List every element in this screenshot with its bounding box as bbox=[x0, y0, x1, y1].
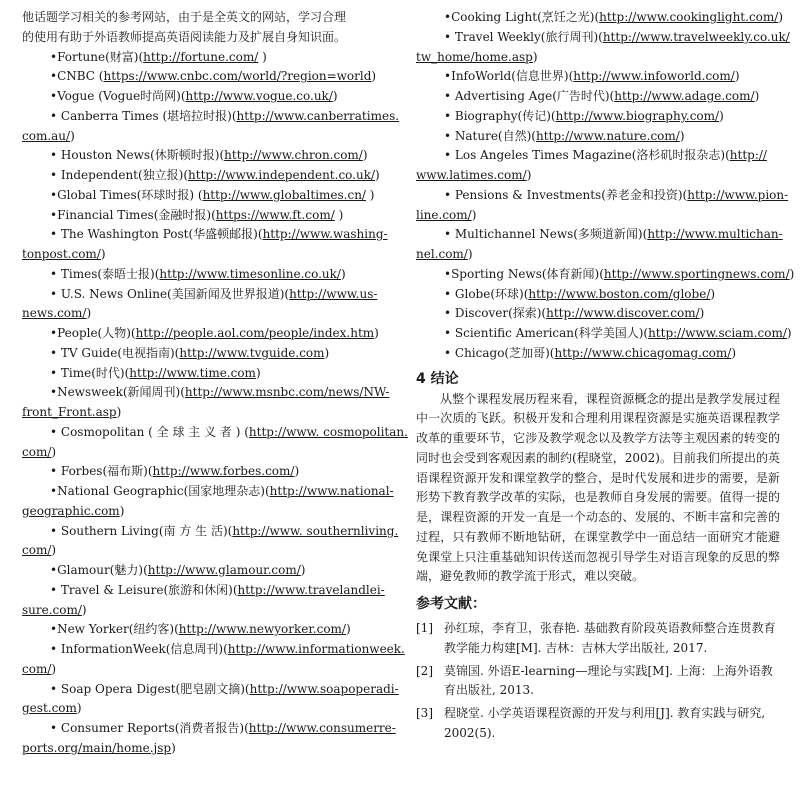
site-name: • Discover(探索)( bbox=[444, 306, 547, 321]
site-name: • Globe(环球)( bbox=[444, 286, 529, 301]
site-url-link[interactable]: gest.com bbox=[22, 701, 77, 716]
website-entry bbox=[416, 186, 789, 206]
site-url-link[interactable]: http://www.nature.com/ bbox=[535, 128, 680, 143]
site-punct: ) bbox=[51, 543, 57, 558]
site-url-link[interactable]: http://www.informationweek. bbox=[227, 642, 405, 656]
site-url-link[interactable]: http://www.soapoperadi- bbox=[249, 681, 399, 696]
site-punct: ) bbox=[119, 503, 125, 518]
reference-number: [1] bbox=[416, 621, 433, 635]
site-name: • Travel Weekly(旅行周刊)( bbox=[444, 29, 603, 44]
site-url-link[interactable]: nel.com/ bbox=[416, 247, 468, 261]
site-url-link[interactable]: http://www.us- bbox=[289, 286, 378, 301]
site-name: • Times(泰晤士报)( bbox=[50, 266, 160, 281]
site-url-link[interactable]: http://www.sportingnews.com/ bbox=[603, 266, 790, 281]
site-punct: ) bbox=[51, 444, 57, 459]
site-punct: ) bbox=[340, 266, 346, 281]
website-entry-cont bbox=[22, 601, 387, 621]
website-entry bbox=[22, 265, 387, 285]
website-entry-cont bbox=[22, 443, 387, 463]
site-punct: ) bbox=[362, 148, 368, 163]
website-entry-cont bbox=[416, 166, 780, 186]
site-name: •Vogue (Vogue时尚网)( bbox=[50, 89, 186, 103]
website-entry bbox=[22, 166, 387, 186]
site-punct: ) bbox=[467, 247, 473, 261]
site-url-link[interactable]: tonpost.com/ bbox=[22, 247, 101, 261]
site-name: •Sporting News(体育新闻)( bbox=[444, 266, 604, 281]
site-punct: ) bbox=[699, 306, 705, 321]
website-entry bbox=[22, 482, 394, 502]
site-punct: ) bbox=[374, 326, 379, 340]
site-punct: ) bbox=[81, 602, 87, 617]
site-name: • Biography(传记)( bbox=[444, 108, 556, 123]
intro-line: 的使用有助于外语教师提高英语阅读能力及扩展自身知识面。 bbox=[22, 29, 347, 44]
site-url-link[interactable]: http://www.forbes.com/ bbox=[152, 464, 295, 479]
website-list-right bbox=[416, 8, 795, 364]
website-entry bbox=[22, 680, 399, 700]
site-url-link[interactable]: http://www.sciam.com/ bbox=[648, 326, 787, 340]
site-name: • Southern Living(南 方 生 活)( bbox=[50, 523, 233, 538]
website-entry bbox=[416, 8, 783, 28]
website-entry bbox=[416, 127, 780, 147]
website-entry-cont bbox=[22, 127, 387, 147]
conclusion-paragraph: 从整个课程发展历程来看，课程资源概念的提出是教学发展过程中一次质的飞跃。积极开发和合理利用课程资源是实施英语课程教学改革的重要环节，它涉及教学观念以及教学方法等主观因素的转变的同时也会受到客观因素的制约(程晓堂，2002)。目前我们所提出的英语课程资源开发和课堂教学的整合，是时代发展和进步的需要，是新形势下教育教学改革的实际，也是教师自身发展的需要。值得一提的是，课程资源的开发一直是一个动态的、发展的、不断丰富和完善的过程，只有教师不断地钻研，在课堂教学中一面总结一面研究才能避免课堂上只注重基础知识传送而忽视引导学生对语言现象的反思的弊端，避免教师的教学流于形式，难以突破。 bbox=[416, 391, 780, 584]
site-url-link[interactable]: http://www.consumerre- bbox=[248, 721, 396, 735]
site-punct: ) bbox=[754, 89, 760, 103]
site-name: • Scientific American(科学美国人)( bbox=[444, 326, 649, 340]
website-entry bbox=[22, 67, 387, 87]
site-url-link[interactable]: http://www.pion- bbox=[687, 187, 789, 202]
site-url-link[interactable]: http://www.multichan- bbox=[647, 227, 783, 242]
website-entry bbox=[22, 581, 387, 601]
website-entry bbox=[22, 87, 387, 107]
site-url-link[interactable]: http://www.biography.com/ bbox=[555, 108, 720, 123]
site-name: •Financial Times(金融时报)( bbox=[50, 207, 216, 222]
site-url-link[interactable]: www.latimes.com/ bbox=[416, 168, 527, 182]
site-punct: ) bbox=[300, 563, 306, 577]
site-punct: ) bbox=[294, 464, 300, 479]
site-url-link[interactable]: news.com/ bbox=[22, 306, 87, 321]
site-url-link[interactable]: http://www.chron.com/ bbox=[224, 148, 363, 163]
site-name: •CNBC ( bbox=[50, 69, 104, 84]
site-url-link[interactable]: ports.org/main/home.jsp bbox=[22, 740, 172, 755]
reference-number: [3] bbox=[416, 706, 433, 720]
site-url-link[interactable]: http://www.canberratimes. bbox=[236, 108, 400, 123]
site-url-link[interactable]: line.com/ bbox=[416, 207, 472, 222]
site-url-link[interactable]: http://www.cookinglight.com/ bbox=[599, 10, 779, 24]
site-punct: ) bbox=[171, 740, 176, 755]
site-name: • Travel & Leisure(旅游和休闲)( bbox=[50, 582, 238, 597]
website-entry bbox=[416, 107, 780, 127]
site-url-link[interactable]: http://www.national- bbox=[269, 484, 394, 498]
site-url-link[interactable]: https://www.ft.com/ bbox=[215, 207, 335, 222]
site-name: •New Yorker(纽约客)( bbox=[50, 622, 179, 637]
website-entry bbox=[22, 344, 387, 364]
site-url-link[interactable]: http://www.travelandlei- bbox=[237, 582, 385, 597]
website-entry bbox=[416, 285, 780, 305]
site-punct: ) bbox=[86, 306, 92, 321]
website-entry bbox=[22, 107, 400, 127]
site-url-link[interactable]: com/ bbox=[22, 543, 52, 558]
website-entry-cont bbox=[22, 660, 387, 680]
site-url-link[interactable]: http://www.newyorker.com/ bbox=[178, 622, 346, 637]
site-punct: ) bbox=[70, 128, 75, 143]
site-url-link[interactable]: http://www. southernliving. bbox=[232, 523, 399, 538]
reference-number: [2] bbox=[416, 663, 433, 678]
site-name: • InformationWeek(信息周刊)( bbox=[50, 642, 228, 656]
site-punct: ) bbox=[786, 326, 792, 340]
website-entry-cont bbox=[22, 699, 387, 719]
website-entry bbox=[416, 87, 780, 107]
site-punct: ) bbox=[526, 168, 532, 182]
site-punct: ) bbox=[100, 247, 106, 261]
site-url-link[interactable]: geographic.com bbox=[22, 503, 120, 518]
site-name: • U.S. News Online(美国新闻及世界报道)( bbox=[50, 286, 290, 301]
site-name: • Pensions & Investments(养老金和投资)( bbox=[444, 187, 688, 202]
site-punct: ) bbox=[778, 10, 783, 24]
website-entry bbox=[22, 561, 387, 581]
website-entry bbox=[416, 304, 780, 324]
references-list bbox=[416, 619, 780, 744]
website-entry bbox=[22, 640, 405, 660]
reference-item bbox=[416, 662, 780, 702]
site-url-link[interactable]: http://www.infoworld.com/ bbox=[573, 69, 735, 84]
site-punct: ) bbox=[334, 207, 344, 222]
website-entry bbox=[22, 186, 387, 206]
site-url-link[interactable]: front_Front.asp bbox=[22, 405, 117, 419]
site-url-link[interactable]: http://www.travelweekly.co.uk/ bbox=[602, 29, 790, 44]
site-url-link[interactable]: http://www.vogue.co.uk/ bbox=[185, 89, 333, 103]
site-name: • Houston News(休斯顿时报)( bbox=[50, 148, 225, 163]
site-punct: ) bbox=[471, 207, 477, 222]
site-name: •Fortune(财富)( bbox=[50, 49, 144, 64]
site-name: •Newsweek(新闻周刊)( bbox=[50, 385, 185, 400]
site-name: • Cosmopolitan ( 全 球 主 义 者 ) ( bbox=[50, 424, 249, 439]
website-entry bbox=[22, 462, 387, 482]
website-entry bbox=[416, 67, 780, 87]
site-name: •Cooking Light(烹饪之光)( bbox=[444, 10, 600, 24]
site-punct: ) bbox=[731, 345, 737, 360]
website-entry-cont bbox=[22, 541, 387, 561]
website-entry bbox=[22, 146, 387, 166]
site-punct: ) bbox=[375, 168, 380, 182]
site-punct: ) bbox=[371, 69, 377, 84]
site-name: •InfoWorld(信息世界)( bbox=[444, 69, 574, 84]
site-name: • Canberra Times (堪培拉时报)( bbox=[50, 108, 237, 123]
website-entry bbox=[416, 344, 780, 364]
site-name: • The Washington Post(华盛顿邮报)( bbox=[50, 227, 263, 242]
site-url-link[interactable]: com.au/ bbox=[22, 128, 71, 143]
reference-item bbox=[416, 704, 780, 744]
site-punct: ) bbox=[710, 286, 716, 301]
website-entry bbox=[22, 423, 408, 443]
site-punct: ) bbox=[719, 108, 724, 123]
site-url-link[interactable]: http://fortune.com/ bbox=[143, 49, 259, 64]
site-punct: ) bbox=[345, 622, 351, 637]
website-entry-cont bbox=[416, 48, 780, 68]
site-punct: ) bbox=[789, 266, 795, 281]
website-entry bbox=[416, 225, 783, 245]
left-column bbox=[22, 8, 408, 759]
website-entry-cont bbox=[22, 502, 387, 522]
reference-text: 孙红琼，李育卫，张春艳. 基础教育阶段英语教师整合连贯教育教学能力构建[M]. 吉林：吉林大学出版社, 2017. bbox=[444, 621, 776, 655]
website-entry bbox=[22, 620, 387, 640]
site-name: • Chicago(芝加哥)( bbox=[444, 345, 555, 360]
site-name: •People(人物)( bbox=[50, 326, 136, 340]
site-url-link[interactable]: http://www.globaltimes.cn/ bbox=[202, 187, 366, 202]
site-name: •Glamour(魅力)( bbox=[50, 563, 148, 577]
website-entry-cont bbox=[22, 245, 387, 265]
website-entry bbox=[22, 285, 387, 305]
site-name: • Advertising Age(广告时代)( bbox=[444, 89, 615, 103]
site-punct: ) bbox=[734, 69, 740, 84]
website-entry-cont bbox=[416, 206, 780, 226]
site-url-link[interactable]: http://www.adage.com/ bbox=[614, 89, 755, 103]
intro-line: 他话题学习相关的参考网站，由于是全英文的网站，学习合理 bbox=[22, 10, 347, 24]
site-url-link[interactable]: http://www. cosmopolitan. bbox=[248, 424, 408, 439]
website-entry bbox=[22, 719, 396, 739]
website-entry-cont bbox=[22, 403, 387, 423]
site-punct: ) bbox=[116, 405, 122, 419]
site-url-link[interactable]: https://www.cnbc.com/world/?region=world bbox=[103, 69, 372, 84]
website-entry-cont bbox=[22, 304, 387, 324]
reference-text: 程晓堂. 小学英语课程资源的开发与利用[J]. 教育实践与研究, 2002(5). bbox=[444, 706, 766, 740]
website-entry bbox=[22, 383, 390, 403]
site-url-link[interactable]: sure.com/ bbox=[22, 602, 82, 617]
site-url-link[interactable]: tw_home/home.asp bbox=[416, 49, 533, 64]
website-entry bbox=[22, 522, 399, 542]
website-list-left bbox=[22, 48, 408, 759]
website-entry-cont bbox=[22, 739, 387, 759]
website-entry bbox=[22, 206, 387, 226]
site-punct: ) bbox=[532, 49, 538, 64]
site-punct: ) bbox=[365, 187, 375, 202]
site-url-link[interactable]: http://www.time.com bbox=[129, 365, 256, 380]
site-name: • Independent(独立报)( bbox=[50, 168, 189, 182]
site-punct: ) bbox=[332, 89, 338, 103]
site-url-link[interactable]: http://www.discover.com/ bbox=[546, 306, 700, 321]
site-url-link[interactable]: http://www.boston.com/globe/ bbox=[528, 286, 711, 301]
site-url-link[interactable]: http://www.chicagomag.com/ bbox=[554, 345, 732, 360]
website-entry bbox=[22, 225, 387, 245]
site-punct: ) bbox=[324, 345, 330, 360]
site-url-link[interactable]: http://www.tvguide.com bbox=[179, 345, 325, 360]
website-entry bbox=[22, 48, 387, 68]
website-entry bbox=[416, 28, 790, 48]
site-punct: ) bbox=[679, 128, 685, 143]
site-url-link[interactable]: com/ bbox=[22, 444, 52, 459]
website-entry bbox=[22, 364, 387, 384]
website-entry bbox=[416, 265, 795, 285]
site-name: • Los Angeles Times Magazine(洛杉矶时报杂志)( bbox=[444, 148, 730, 163]
website-entry bbox=[416, 146, 780, 166]
site-punct: ) bbox=[51, 661, 57, 676]
site-name: • Nature(自然)( bbox=[444, 128, 536, 143]
website-entry-cont bbox=[416, 245, 780, 265]
site-punct: ) bbox=[258, 49, 267, 64]
site-name: •National Geographic(国家地理杂志)( bbox=[50, 484, 270, 498]
site-name: • Multichannel News(多频道新闻)( bbox=[444, 227, 648, 242]
site-name: • Time(时代)( bbox=[50, 365, 130, 380]
site-url-link[interactable]: http://www.glamour.com/ bbox=[147, 563, 301, 577]
site-punct: ) bbox=[255, 365, 261, 380]
website-entry bbox=[416, 324, 792, 344]
site-name: • Soap Opera Digest(肥皂剧文摘)( bbox=[50, 681, 250, 696]
site-name: • Consumer Reports(消费者报告)( bbox=[50, 721, 249, 735]
right-column bbox=[416, 8, 795, 747]
site-punct: ) bbox=[76, 701, 82, 716]
references-heading: 参考文献： bbox=[416, 596, 486, 612]
website-entry bbox=[22, 324, 387, 344]
site-url-link[interactable]: http:// bbox=[729, 148, 767, 163]
site-url-link[interactable]: http://people.aol.com/people/index.htm bbox=[135, 326, 375, 340]
reference-item bbox=[416, 619, 780, 659]
section-heading: 4 结论 bbox=[416, 370, 459, 387]
reference-text: 莫锦国. 外语E-learning—理论与实践[M]. 上海：上海外语教育出版社, 2013. bbox=[444, 663, 773, 698]
site-name: • Forbes(福布斯)( bbox=[50, 464, 153, 479]
site-url-link[interactable]: http://www.independent.co.uk/ bbox=[188, 168, 376, 182]
site-name: •Global Times(环球时报) ( bbox=[50, 187, 203, 202]
site-url-link[interactable]: http://www.timesonline.co.uk/ bbox=[159, 266, 341, 281]
site-url-link[interactable]: http://www.msnbc.com/news/NW- bbox=[184, 385, 390, 400]
site-name: • TV Guide(电视指南)( bbox=[50, 345, 180, 360]
site-url-link[interactable]: http://www.washing- bbox=[262, 227, 388, 242]
site-url-link[interactable]: com/ bbox=[22, 661, 52, 676]
